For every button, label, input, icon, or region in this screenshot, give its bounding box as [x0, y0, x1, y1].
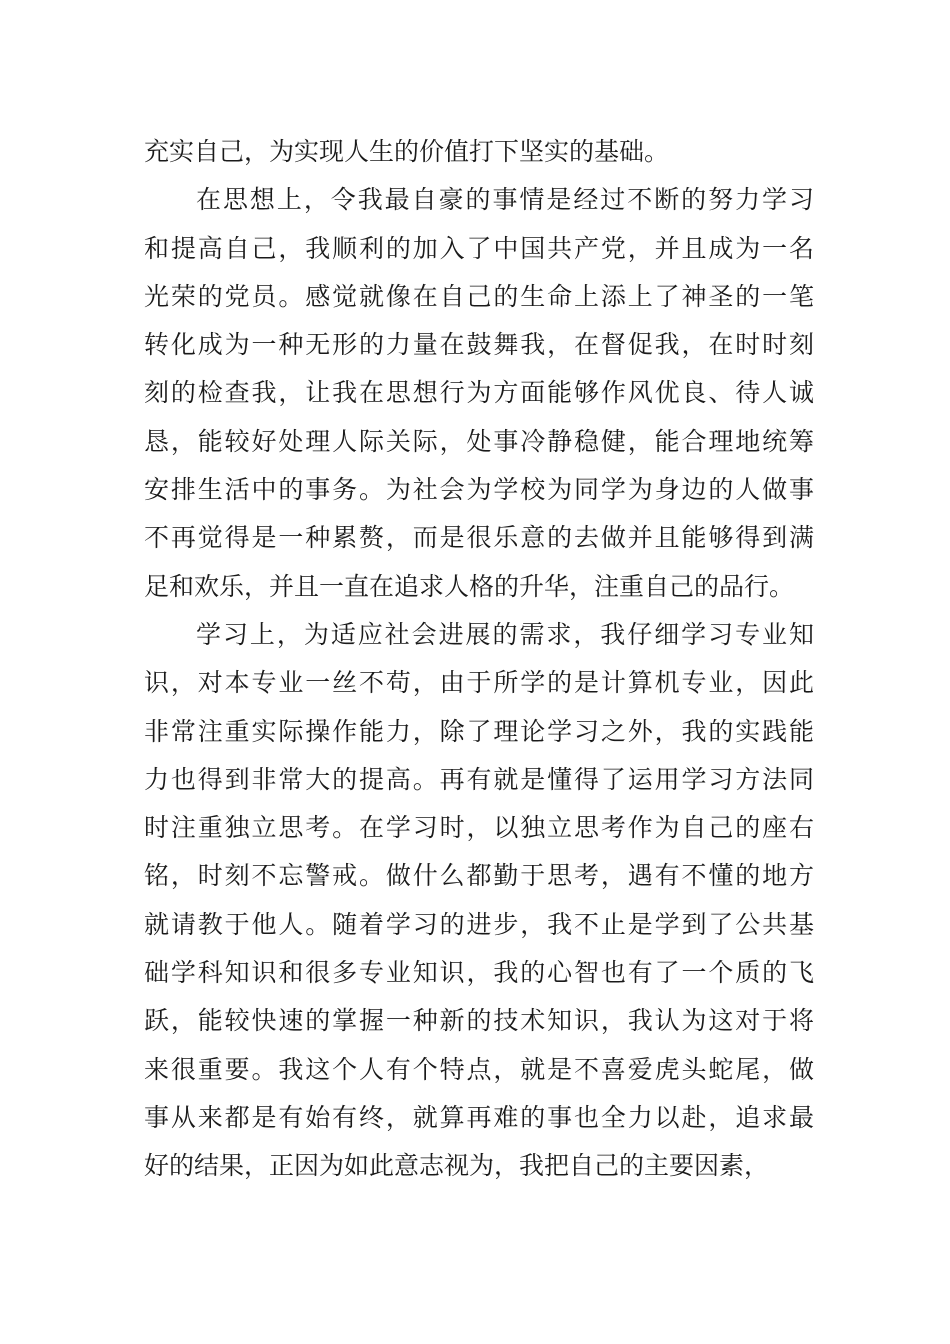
body-text — [144, 128, 814, 1191]
text-line: 不再觉得是一种累赘，而是很乐意的去做并且能够得到满 — [144, 523, 814, 553]
text-line: 恳，能较好处理人际关际，处事冷静稳健，能合理地统筹 — [144, 426, 814, 456]
text-line: 好的结果，正因为如此意志视为，我把自己的主要因素， — [144, 1151, 770, 1181]
text-line: 事从来都是有始有终，就算再难的事也全力以赴，追求最 — [144, 1102, 814, 1132]
text-line: 刻的检查我，让我在思想行为方面能够作风优良、待人诚 — [144, 378, 814, 408]
text-line: 非常注重实际操作能力，除了理论学习之外，我的实践能 — [144, 716, 814, 746]
text-line: 就请教于他人。随着学习的进步，我不止是学到了公共基 — [144, 909, 814, 939]
text-line: 识，对本专业一丝不苟，由于所学的是计算机专业，因此 — [144, 668, 814, 698]
text-line: 充实自己，为实现人生的价值打下坚实的基础。 — [144, 137, 670, 166]
text-line: 和提高自己，我顺利的加入了中国共产党，并且成为一名 — [144, 233, 814, 263]
text-line: 跃，能较快速的掌握一种新的技术知识，我认为这对于将 — [144, 1006, 814, 1036]
text-line: 光荣的党员。感觉就像在自己的生命上添上了神圣的一笔 — [144, 281, 814, 311]
text-line: 时注重独立思考。在学习时，以独立思考作为自己的座右 — [144, 813, 814, 843]
text-line: 安排生活中的事务。为社会为学校为同学为身边的人做事 — [144, 475, 814, 505]
text-line: 来很重要。我这个人有个特点，就是不喜爱虎头蛇尾，做 — [144, 1054, 814, 1084]
text-line: 力也得到非常大的提高。再有就是懂得了运用学习方法同 — [144, 764, 814, 794]
text-line: 在思想上，令我最自豪的事情是经过不断的努力学习 — [196, 185, 814, 215]
text-line: 足和欢乐，并且一直在追求人格的升华，注重自己的品行。 — [144, 571, 795, 601]
text-line: 转化成为一种无形的力量在鼓舞我，在督促我，在时时刻 — [144, 330, 814, 360]
text-line: 础学科知识和很多专业知识，我的心智也有了一个质的飞 — [144, 958, 814, 988]
text-line: 铭，时刻不忘警戒。做什么都勤于思考，遇有不懂的地方 — [144, 861, 814, 891]
text-line: 学习上，为适应社会进展的需求，我仔细学习专业知 — [196, 619, 814, 649]
